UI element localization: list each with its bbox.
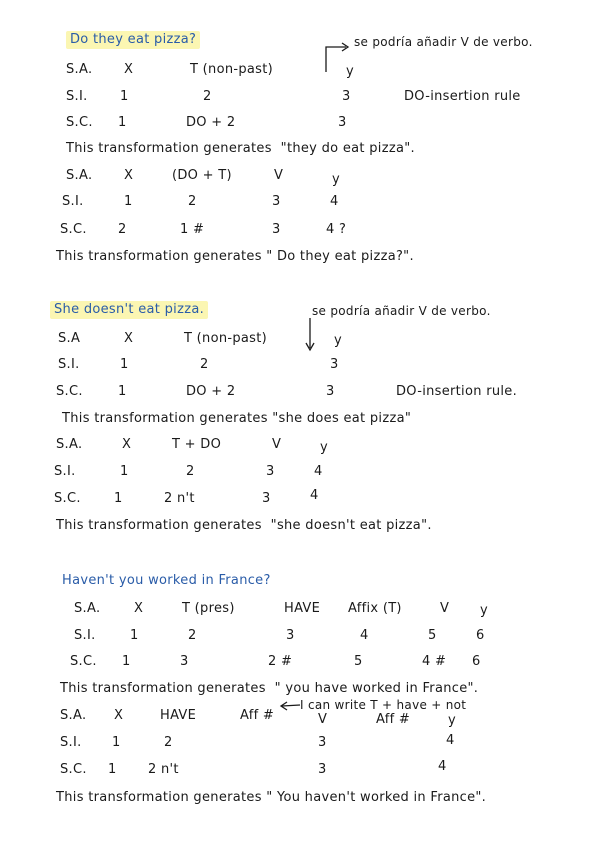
s2-sc2-c1: 1 [114, 491, 123, 506]
s3-si-c6: 6 [476, 628, 485, 643]
s3-si2-c4: 4 [446, 733, 455, 748]
s1-si2-c4: 4 [330, 194, 339, 209]
arrow-note-1 [326, 47, 346, 72]
s3-sa-c6: y [480, 603, 488, 618]
s2-sc-c1: 1 [118, 384, 127, 399]
s1-sa-c1: X [124, 62, 134, 77]
arrow-note-1-head [342, 43, 348, 51]
s3-si-c3: 3 [286, 628, 295, 643]
s1-si2-label: S.I. [62, 194, 84, 209]
s3-sc2-c3: 3 [318, 762, 327, 777]
s3-sc-label: S.C. [70, 654, 97, 669]
s3-si2-c2: 2 [164, 735, 173, 750]
s2-sc2-label: S.C. [54, 491, 81, 506]
s3-si-c4: 4 [360, 628, 369, 643]
s1-generates-2: This transformation generates " Do they eat pizza?". [56, 249, 414, 264]
s2-sa-c3: y [334, 333, 342, 348]
section-1-heading: Do they eat pizza? [66, 31, 200, 49]
s1-sa-c2: T (non-past) [190, 62, 274, 77]
s1-si2-c1: 1 [124, 194, 133, 209]
section-1-note: se podría añadir V de verbo. [354, 35, 533, 49]
s3-sa-c3: HAVE [284, 601, 321, 616]
s3-si2-c1: 1 [112, 735, 121, 750]
s2-sa2-c2: T + DO [172, 437, 222, 452]
s3-sa2-c4: V [318, 712, 328, 727]
s1-sc-c1: 1 [118, 115, 127, 130]
s3-sc2-c2: 2 n't [148, 762, 179, 777]
s2-generates-2: This transformation generates "she doesn't eat pizza". [56, 518, 432, 533]
s2-sc2-c3: 3 [262, 491, 271, 506]
s1-si-label: S.I. [66, 89, 88, 104]
s3-sa-c5: V [440, 601, 450, 616]
s3-sa-label: S.A. [74, 601, 101, 616]
s3-si-c2: 2 [188, 628, 197, 643]
s3-sa-c1: X [134, 601, 144, 616]
s3-sc-c4: 5 [354, 654, 363, 669]
arrow-note-2-head [306, 343, 314, 350]
s2-sa2-c3: V [272, 437, 282, 452]
s1-sa2-c4: y [332, 172, 340, 187]
s1-sc-c2: DO + 2 [186, 115, 236, 130]
s1-sa2-c1: X [124, 168, 134, 183]
s3-sc-c1: 1 [122, 654, 131, 669]
s3-sa-c2: T (pres) [182, 601, 235, 616]
s1-si-c2: 2 [203, 89, 212, 104]
s1-si2-c2: 2 [188, 194, 197, 209]
s1-sa-c3: y [346, 64, 354, 79]
s3-sa-c4: Affix (T) [348, 601, 402, 616]
s2-sc-c3: 3 [326, 384, 335, 399]
s1-si2-c3: 3 [272, 194, 281, 209]
arrow-note-3-head [281, 702, 287, 710]
s2-sc-c2: DO + 2 [186, 384, 236, 399]
s2-sc2-c4: 4 [310, 488, 319, 503]
s3-sa2-c5: Aff # [376, 712, 411, 727]
section-2-heading: She doesn't eat pizza. [50, 301, 208, 319]
s2-si2-c3: 3 [266, 464, 275, 479]
s3-si-label: S.I. [74, 628, 96, 643]
s3-sc2-label: S.C. [60, 762, 87, 777]
s1-si-c3: 3 [342, 89, 351, 104]
s3-sa2-label: S.A. [60, 708, 87, 723]
s1-generates-1: This transformation generates "they do eat pizza". [66, 141, 415, 156]
section-2-note: se podría añadir V de verbo. [312, 304, 491, 318]
section-3-note: I can write T + have + not [300, 698, 467, 712]
s1-sc2-c1: 2 [118, 222, 127, 237]
s2-sa-label: S.A [58, 331, 81, 346]
s1-sc-c3: 3 [338, 115, 347, 130]
s1-sc2-c4: 4 ? [326, 222, 347, 237]
s2-sa2-c4: y [320, 440, 328, 455]
s2-sc2-c2: 2 n't [164, 491, 195, 506]
s3-si2-c3: 3 [318, 735, 327, 750]
s3-sc2-c4: 4 [438, 759, 447, 774]
s3-si-c5: 5 [428, 628, 437, 643]
s1-sa2-c2: (DO + T) [172, 168, 232, 183]
s3-generates-2: This transformation generates " You haven't worked in France". [56, 790, 487, 805]
s1-sc2-c3: 3 [272, 222, 281, 237]
s2-si-c3: 3 [330, 357, 339, 372]
s1-sc2-c2: 1 # [180, 222, 205, 237]
s2-sa2-label: S.A. [56, 437, 83, 452]
s3-si2-label: S.I. [60, 735, 82, 750]
s2-generates-1: This transformation generates "she does eat pizza" [62, 411, 412, 426]
arrow-note-3 [282, 705, 300, 706]
s1-sc2-label: S.C. [60, 222, 87, 237]
s2-si-label: S.I. [58, 357, 80, 372]
s2-rule-label: DO-insertion rule. [396, 384, 518, 399]
s1-si-c1: 1 [120, 89, 129, 104]
s2-si2-label: S.I. [54, 464, 76, 479]
s2-sa-c2: T (non-past) [184, 331, 268, 346]
s2-sa2-c1: X [122, 437, 132, 452]
s2-si2-c1: 1 [120, 464, 129, 479]
s3-sa2-c2: HAVE [160, 708, 197, 723]
s3-si-c1: 1 [130, 628, 139, 643]
s3-generates-1: This transformation generates " you have worked in France". [60, 681, 479, 696]
s2-si2-c4: 4 [314, 464, 323, 479]
s1-sa-label: S.A. [66, 62, 93, 77]
s2-si2-c2: 2 [186, 464, 195, 479]
s3-sa2-c3: Aff # [240, 708, 275, 723]
s1-sc-label: S.C. [66, 115, 93, 130]
s3-sc-c3: 2 # [268, 654, 293, 669]
s1-sa2-c3: V [274, 168, 284, 183]
s3-sc2-c1: 1 [108, 762, 117, 777]
s2-si-c2: 2 [200, 357, 209, 372]
section-3-heading: Haven't you worked in France? [62, 573, 271, 588]
s3-sc-c6: 6 [472, 654, 481, 669]
s1-rule-label: DO-insertion rule [404, 89, 521, 104]
s2-si-c1: 1 [120, 357, 129, 372]
s2-sa-c1: X [124, 331, 134, 346]
s2-sc-label: S.C. [56, 384, 83, 399]
s3-sc-c5: 4 # [422, 654, 447, 669]
s3-sc-c2: 3 [180, 654, 189, 669]
s3-sa2-c6: y [448, 713, 456, 728]
s3-sa2-c1: X [114, 708, 124, 723]
s1-sa2-label: S.A. [66, 168, 93, 183]
